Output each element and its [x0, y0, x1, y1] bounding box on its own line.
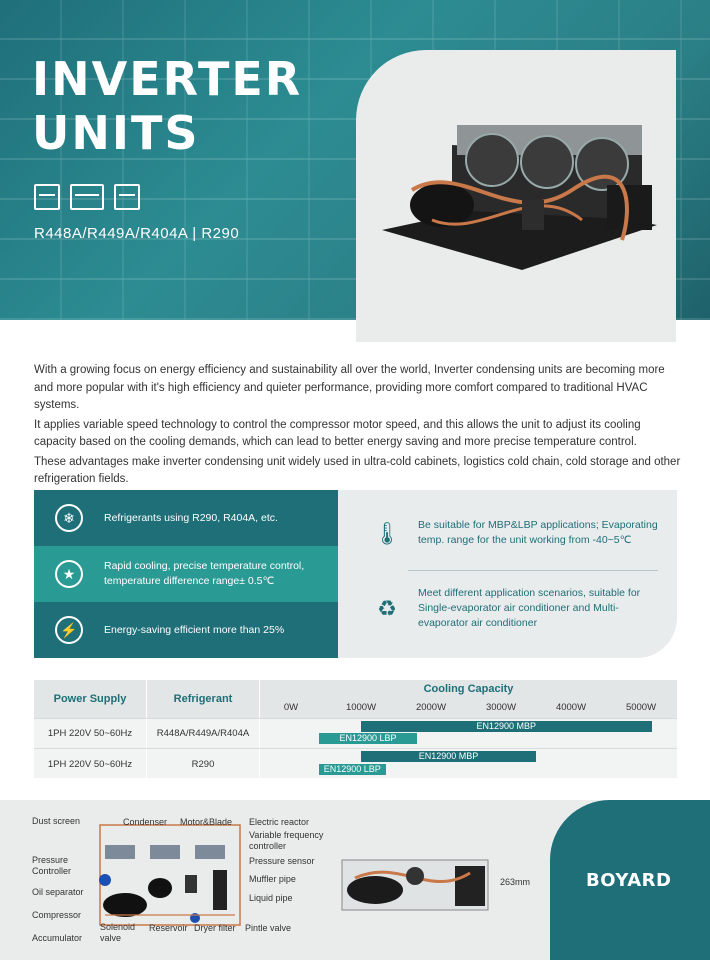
- label-vf-controller: Variable frequency controller: [249, 830, 324, 851]
- label-dust-screen: Dust screen: [32, 816, 81, 826]
- label-pressure-sensor: Pressure sensor: [249, 856, 315, 866]
- intro-text: [34, 362, 684, 491]
- features-panel: [34, 490, 677, 658]
- features-left: [34, 490, 338, 658]
- label-solenoid-valve: Solenoid valve: [100, 922, 136, 943]
- divider: [34, 718, 677, 719]
- axis-tick-label: 0W: [283, 702, 299, 713]
- award-icon: ★: [55, 560, 83, 588]
- intro-paragraph-1: With a growing focus on energy efficiency and sustainability all over the world, Inverter condensing units are becoming more and more popular with it's high efficiency and quieter performance, providing more comfort compared to traditional HVAC systems.: [34, 364, 665, 411]
- axis-tick-label: 1000W: [345, 702, 377, 713]
- feature-item: [366, 512, 666, 554]
- label-muffler-pipe: Muffler pipe: [249, 874, 296, 884]
- mbp-bar: EN12900 MBP: [361, 721, 652, 732]
- label-liquid-pipe: Liquid pipe: [249, 893, 293, 903]
- intro-paragraph-2: It applies variable speed technology to control the compressor motor speed, and this allows the unit to adjust its cooling capacity based on the cooling demands, which can lead to better energy saving and more precise temperature control.: [34, 418, 641, 448]
- row1-power: 1PH 220V 50~60Hz: [47, 728, 133, 739]
- refrigerant-list: R448A/R449A/R404A | R290: [34, 225, 240, 242]
- header-cooling-capacity: Cooling Capacity: [423, 683, 514, 695]
- upright-cabinet-icon: [34, 184, 60, 210]
- spec-table: [34, 680, 677, 778]
- thermometer-icon: 🌡: [373, 520, 401, 546]
- height-dimension: 263mm: [500, 877, 531, 887]
- divider: [34, 748, 677, 749]
- label-accumulator: Accumulator: [32, 933, 83, 943]
- feature-text: Refrigerants using R290, R404A, etc.: [104, 511, 278, 524]
- title-line-1: INVERTER: [32, 52, 303, 106]
- label-condenser: Condenser: [123, 817, 168, 827]
- label-compressor: Compressor: [32, 910, 82, 920]
- axis-tick-label: 3000W: [485, 702, 517, 713]
- divider: [259, 680, 260, 778]
- row2-power: 1PH 220V 50~60Hz: [47, 759, 133, 770]
- row1-refrigerant: R448A/R449A/R404A: [156, 728, 250, 739]
- display-case-icon: [70, 184, 104, 210]
- label-pressure-controller: Pressure Controller: [32, 855, 72, 876]
- feature-item: [366, 586, 666, 631]
- axis-tick-label: 5000W: [625, 702, 657, 713]
- unit-side-view: [340, 858, 490, 913]
- label-electric-reactor: Electric reactor: [249, 817, 310, 827]
- header-power-supply: Power Supply: [53, 693, 127, 705]
- refrigerant-bottle-icon: ❄: [55, 504, 83, 532]
- feature-item: [34, 546, 338, 602]
- feature-item: [34, 602, 338, 658]
- recycle-icon: ♻: [377, 596, 397, 621]
- feature-item: [34, 490, 338, 546]
- feature-text: Energy-saving efficient more than 25%: [104, 623, 285, 636]
- application-icons: [34, 184, 140, 210]
- row2-refrigerant: R290: [191, 759, 215, 770]
- title-line-2: UNITS: [32, 106, 200, 160]
- page-title: [32, 52, 302, 160]
- feature-text: Be suitable for MBP&LBP applications; Evaporating temp. range for the unit working from -40~5℃: [418, 519, 658, 546]
- label-pintle-valve: Pintle valve: [245, 923, 292, 933]
- label-oil-separator: Oil separator: [32, 887, 84, 897]
- mbp-bar: EN12900 MBP: [361, 751, 536, 762]
- brand-logo: BOYARD: [586, 870, 672, 891]
- feature-text: Rapid cooling, precise temperature control, temperature difference range± 0.5℃: [104, 560, 305, 587]
- lbp-bar: EN12900 LBP: [319, 764, 386, 775]
- header-refrigerant: Refrigerant: [173, 693, 233, 705]
- lbp-bar: EN12900 LBP: [319, 733, 417, 744]
- axis-tick-label: 2000W: [415, 702, 447, 713]
- feature-text: Meet different application scenarios, suitable for Single-evaporator air conditioner and Multi-evaporator air conditioner: [418, 587, 641, 629]
- eco-plug-icon: ⚡: [55, 616, 83, 644]
- intro-paragraph-3: These advantages make inverter condensing unit widely used in ultra-cold cabinets, logistics cold chain, cold storage and other refrigeration fields.: [34, 455, 681, 485]
- label-dryer-filter: Dryer filter: [194, 923, 236, 933]
- divider: [408, 570, 658, 571]
- product-card-base: [356, 300, 676, 342]
- unit-schematic: [95, 820, 245, 930]
- features-right: [338, 490, 677, 658]
- condensing-unit-image: [372, 120, 662, 280]
- label-reservoir: Reservoir: [149, 923, 188, 933]
- axis-tick-label: 4000W: [555, 702, 587, 713]
- label-motor-blade: Motor&Blade: [180, 817, 233, 827]
- cold-room-icon: [114, 184, 140, 210]
